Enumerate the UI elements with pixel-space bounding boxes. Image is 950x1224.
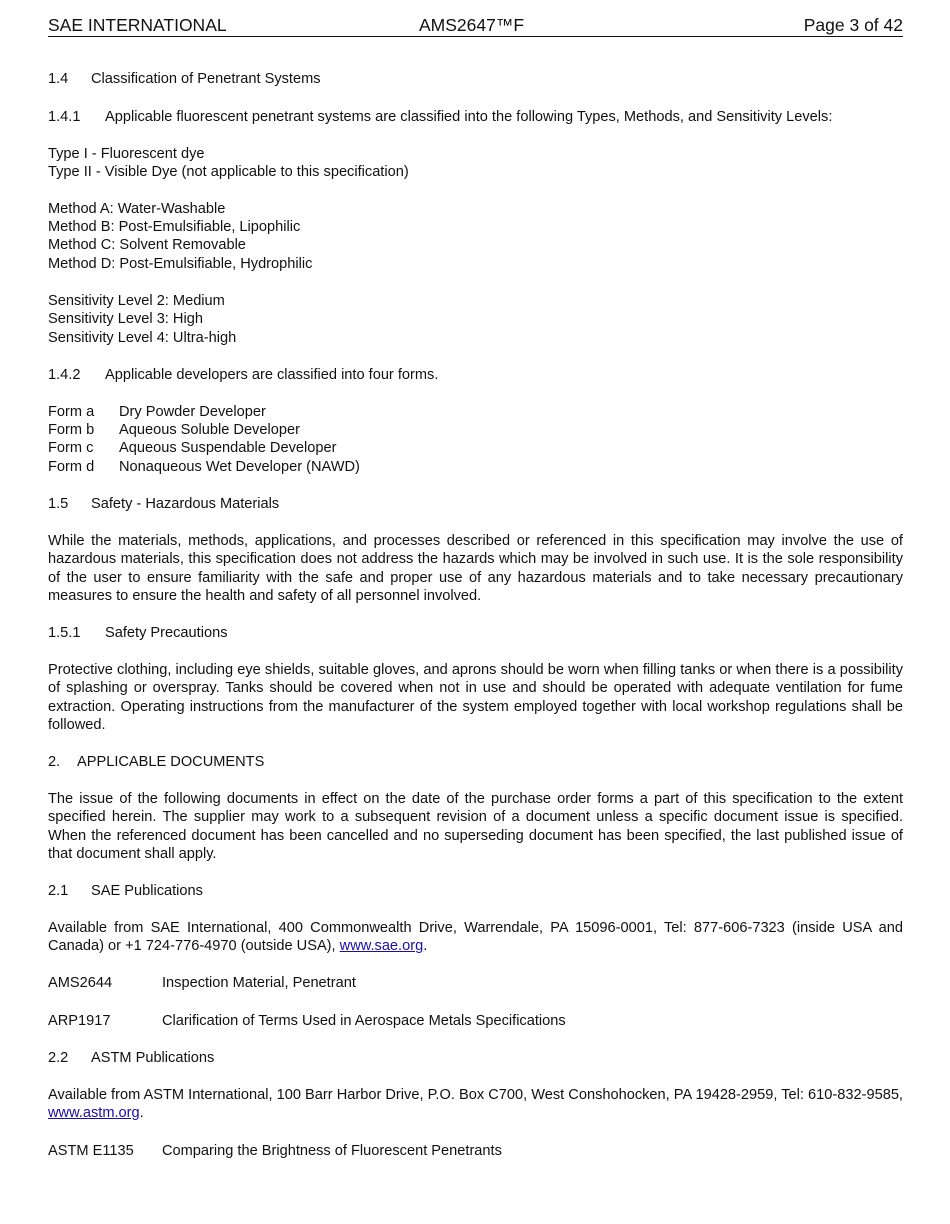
header-page-number: Page 3 of 42 (803, 15, 903, 35)
paragraph-text: Available from SAE International, 400 Commonwealth Drive, Warrendale, PA 15096-0001, Tel: 877-606-7323 (inside USA and Canada) or +1 724-776-4970 (outside USA), (48, 920, 903, 955)
form-desc: Aqueous Soluble Developer (119, 422, 300, 438)
header-doc-id: AMS2647™F (419, 15, 525, 35)
form-item (48, 439, 336, 457)
form-code: Form b (48, 422, 95, 438)
form-desc: Aqueous Suspendable Developer (119, 440, 337, 456)
form-item (48, 458, 360, 476)
section-heading-1-4 (48, 70, 321, 88)
section-title: Safety Precautions (105, 625, 228, 641)
form-item (48, 403, 266, 421)
paragraph-text: Available from ASTM International, 100 Barr Harbor Drive, P.O. Box C700, West Conshohocken, PA 19428-2959, Tel: 610-832-9585, (48, 1087, 903, 1103)
section-number: 1.4.2 (48, 367, 81, 383)
type-item: Type II - Visible Dye (not applicable to this specification) (48, 164, 409, 180)
method-item: Method B: Post-Emulsifiable, Lipophilic (48, 219, 301, 235)
section-title: Classification of Penetrant Systems (91, 71, 321, 87)
form-code: Form a (48, 404, 95, 420)
document-reference (48, 974, 356, 992)
document-reference (48, 1142, 502, 1160)
paragraph-text: Applicable developers are classified into four forms. (105, 367, 439, 383)
document-reference (48, 1012, 566, 1030)
document-code: AMS2644 (48, 975, 113, 991)
form-code: Form c (48, 440, 94, 456)
section-title: APPLICABLE DOCUMENTS (77, 754, 265, 770)
header-org: SAE INTERNATIONAL (48, 15, 227, 35)
paragraph-1-5: While the materials, methods, applications, and processes described or referenced in this specification may involve the use of hazardous materials, this specification does not address the hazards which may be involved in such use. It is the sole responsibility of the user to ensure familiarity with the safe and proper use of any hazardous materials and to take necessary precautionary measures to ensure the health and safety of all personnel involved. (48, 533, 903, 604)
paragraph-1-4-2 (48, 366, 438, 384)
section-number: 2.2 (48, 1050, 69, 1066)
section-title: Safety - Hazardous Materials (91, 496, 280, 512)
page-header (48, 14, 903, 37)
form-desc: Nonaqueous Wet Developer (NAWD) (119, 459, 360, 475)
section-number: 1.5.1 (48, 625, 81, 641)
paragraph-2-1 (48, 919, 903, 956)
form-code: Form d (48, 459, 95, 475)
astm-website-link[interactable]: www.astm.org (48, 1105, 140, 1122)
sensitivity-item: Sensitivity Level 2: Medium (48, 293, 225, 309)
section-number: 1.5 (48, 496, 69, 512)
document-title: Comparing the Brightness of Fluorescent Penetrants (162, 1143, 502, 1159)
paragraph-2: The issue of the following documents in effect on the date of the purchase order forms a part of this specification to the extent specified herein. The supplier may work to a subsequent revision of a document unless a specific document issue is specified. When the referenced document has been cancelled and no superseding document has been specified, the last published issue of that document shall apply. (48, 791, 903, 862)
paragraph-trail: . (139, 1105, 144, 1122)
section-title: SAE Publications (91, 883, 203, 899)
sensitivity-item: Sensitivity Level 4: Ultra-high (48, 330, 237, 346)
type-item: Type I - Fluorescent dye (48, 146, 205, 162)
document-title: Clarification of Terms Used in Aerospace Metals Specifications (162, 1013, 566, 1029)
method-item: Method D: Post-Emulsifiable, Hydrophilic (48, 256, 313, 272)
paragraph-2-2 (48, 1086, 903, 1123)
section-number: 1.4 (48, 71, 69, 87)
section-number: 2. (48, 754, 61, 770)
method-item: Method A: Water-Washable (48, 201, 226, 217)
sensitivity-item: Sensitivity Level 3: High (48, 311, 203, 327)
form-desc: Dry Powder Developer (119, 404, 266, 420)
paragraph-text: Applicable fluorescent penetrant systems are classified into the following Types, Methods, and Sensitivity Levels: (105, 109, 833, 125)
form-item (48, 421, 300, 439)
paragraph-1-4-1 (48, 108, 832, 126)
section-heading-2 (48, 753, 264, 771)
paragraph-trail: . (423, 938, 428, 955)
section-title: ASTM Publications (91, 1050, 215, 1066)
section-heading-1-5-1 (48, 624, 228, 642)
document-code: ARP1917 (48, 1013, 111, 1029)
document-code: ASTM E1135 (48, 1143, 134, 1159)
section-number: 1.4.1 (48, 109, 81, 125)
section-heading-1-5 (48, 495, 279, 513)
paragraph-1-5-1: Protective clothing, including eye shields, suitable gloves, and aprons should be worn when filling tanks or when there is a possibility of splashing or overspray. Tanks should be covered when not in use and should be operated with adequate ventilation for fume extraction. Operating instructions from the manufacturer of the system employed together with local workshop regulations shall be followed. (48, 662, 903, 733)
section-heading-2-2 (48, 1049, 214, 1067)
document-title: Inspection Material, Penetrant (162, 975, 356, 991)
section-heading-2-1 (48, 882, 203, 900)
method-item: Method C: Solvent Removable (48, 237, 246, 253)
document-page (48, 14, 903, 1159)
sae-website-link[interactable]: www.sae.org (339, 938, 424, 955)
section-number: 2.1 (48, 883, 69, 899)
